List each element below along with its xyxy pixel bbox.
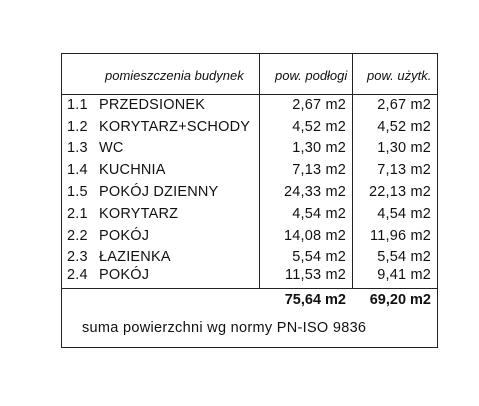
- floor-area-value: 1,30 m2: [292, 140, 346, 156]
- room-number: 2.4: [67, 267, 88, 283]
- floor-area-value: 4,54 m2: [292, 206, 346, 222]
- usable-area-value: 2,67 m2: [377, 97, 431, 113]
- table-row: [62, 117, 437, 139]
- table-row: [62, 265, 437, 287]
- room-number: 1.5: [67, 184, 88, 200]
- floor-area-value: 2,67 m2: [292, 97, 346, 113]
- floor-area-value: 14,08 m2: [283, 228, 346, 244]
- floor-area-total: 75,64 m2: [284, 292, 346, 308]
- floor-area-value: 7,13 m2: [292, 162, 346, 178]
- room-name: POKÓJ DZIENNY: [99, 184, 219, 200]
- floor-area-value: 11,53 m2: [285, 267, 346, 283]
- usable-area-value: 9,41 m2: [377, 267, 431, 283]
- usable-area-value: 22,13 m2: [368, 184, 431, 200]
- usable-area-total: 69,20 m2: [369, 292, 431, 308]
- floor-area-value: 4,52 m2: [292, 119, 346, 135]
- usable-area-value: 4,54 m2: [377, 206, 431, 222]
- usable-area-value: 11,96 m2: [370, 228, 431, 244]
- room-number: 2.2: [67, 228, 88, 244]
- room-number: 1.4: [67, 162, 88, 178]
- table-row: [62, 95, 437, 117]
- floor-area-value: 24,33 m2: [283, 184, 346, 200]
- room-name: KUCHNIA: [99, 162, 166, 178]
- room-name: POKÓJ: [99, 228, 150, 244]
- area-standard-note: suma powierzchni wg normy PN-ISO 9836: [82, 320, 367, 336]
- room-name: KORYTARZ: [99, 206, 179, 222]
- room-name: WC: [99, 140, 124, 156]
- table-row: [62, 160, 437, 182]
- table-row: [62, 204, 437, 226]
- usable-area-value: 7,13 m2: [377, 162, 431, 178]
- room-number: 1.1: [67, 97, 88, 113]
- room-name: KORYTARZ+SCHODY: [99, 119, 251, 135]
- room-number: 2.3: [67, 249, 88, 265]
- header-floor-area: pow. podłogi: [275, 68, 348, 83]
- table-row: [62, 226, 437, 248]
- header-rooms: pomieszczenia budynek: [105, 68, 244, 83]
- room-number: 2.1: [67, 206, 88, 222]
- header-usable-area: pow. użytk.: [367, 68, 432, 83]
- totals-divider: [62, 288, 437, 289]
- usable-area-value: 4,52 m2: [377, 119, 431, 135]
- room-name: ŁAZIENKA: [99, 249, 171, 265]
- floor-area-value: 5,54 m2: [292, 249, 346, 265]
- area-table: [61, 53, 438, 348]
- room-name: PRZEDSIONEK: [99, 97, 206, 113]
- room-number: 1.2: [67, 119, 88, 135]
- table-row: [62, 138, 437, 160]
- usable-area-value: 5,54 m2: [377, 249, 431, 265]
- room-name: POKÓJ: [99, 267, 150, 283]
- usable-area-value: 1,30 m2: [377, 140, 431, 156]
- table-row: [62, 182, 437, 204]
- room-number: 1.3: [67, 140, 88, 156]
